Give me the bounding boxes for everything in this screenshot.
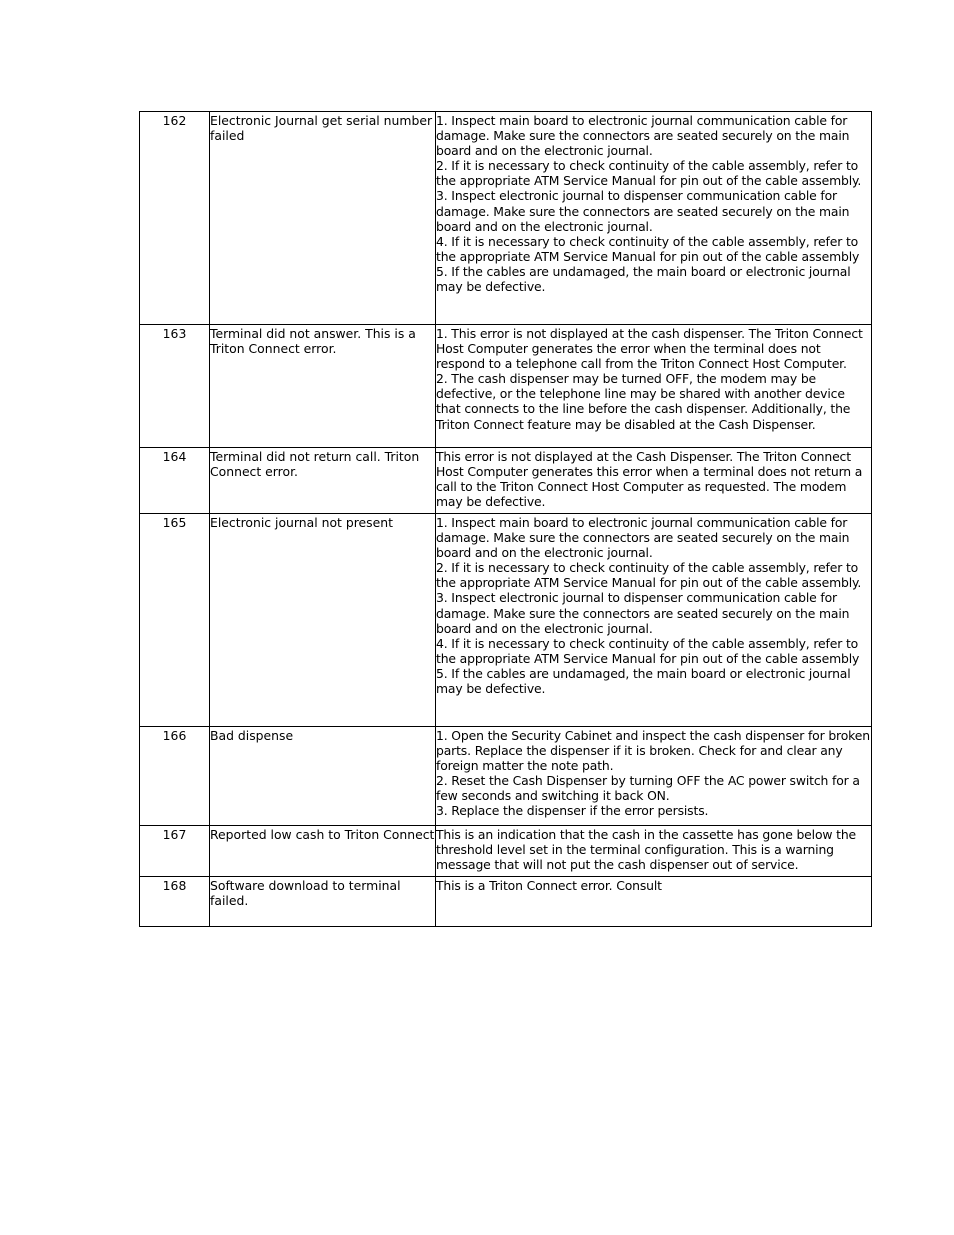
- error-code: 163: [140, 325, 210, 448]
- error-description: Terminal did not answer. This is a Triton Connect error.: [210, 325, 436, 448]
- error-description: Electronic Journal get serial number failed: [210, 112, 436, 325]
- table-row: [140, 448, 872, 514]
- action-step: 2. Reset the Cash Dispenser by turning OFF the AC power switch for a few seconds and switching it back ON.: [436, 773, 860, 804]
- error-code: 162: [140, 112, 210, 325]
- action-step: 4. If it is necessary to check continuity of the cable assembly, refer to the appropriate ATM Service Manual for pin out of the cable assembly: [436, 635, 860, 666]
- error-description: Electronic journal not present: [210, 514, 436, 727]
- corrective-action: [436, 727, 872, 826]
- error-code: 165: [140, 514, 210, 727]
- corrective-action: [436, 514, 872, 727]
- error-description: Terminal did not return call. Triton Connect error.: [210, 448, 436, 514]
- action-step: This is a Triton Connect error. Consult: [436, 878, 662, 893]
- error-description: Bad dispense: [210, 727, 436, 826]
- action-step: 2. If it is necessary to check continuity of the cable assembly, refer to the appropriate ATM Service Manual for pin out of the cable assembly.: [436, 158, 862, 189]
- action-step: 2. If it is necessary to check continuity of the cable assembly, refer to the appropriate ATM Service Manual for pin out of the cable assembly.: [436, 560, 862, 591]
- corrective-action: [436, 877, 872, 927]
- action-step: 5. If the cables are undamaged, the main board or electronic journal may be defective.: [436, 263, 851, 295]
- action-step: 3. Inspect electronic journal to dispenser communication cable for damage. Make sure the connectors are seated securely on the main board and on the electronic journal.: [436, 188, 850, 234]
- table-row: [140, 325, 872, 448]
- corrective-action: [436, 826, 872, 877]
- corrective-action: [436, 448, 872, 514]
- error-code: 168: [140, 877, 210, 927]
- table-row: [140, 112, 872, 325]
- action-step: 1. This error is not displayed at the cash dispenser. The Triton Connect Host Computer generates the error when the terminal does not respond to a telephone call from the Triton Connect Host Computer.: [436, 326, 863, 372]
- action-step: This error is not displayed at the Cash Dispenser. The Triton Connect Host Computer generates this error when a terminal does not return a call to the Triton Connect Host Computer as requested. The modem may be defective.: [436, 449, 863, 510]
- action-step: 3. Inspect electronic journal to dispenser communication cable for damage. Make sure the connectors are seated securely on the main board and on the electronic journal.: [436, 590, 850, 636]
- action-step: 3. Replace the dispenser if the error persists.: [436, 803, 709, 819]
- error-description: Software download to terminal failed.: [210, 877, 436, 927]
- error-code-table: [139, 111, 872, 927]
- table-row: [140, 877, 872, 927]
- table-row: [140, 514, 872, 727]
- action-step: 2. The cash dispenser may be turned OFF, the modem may be defective, or the telephone line may be shared with another device that connects to the line before the cash dispenser. Additionally, the Triton Connect feature may be disabled at the Cash Dispenser.: [436, 371, 851, 432]
- action-step: 4. If it is necessary to check continuity of the cable assembly, refer to the appropriate ATM Service Manual for pin out of the cable assembly: [436, 233, 860, 264]
- table-row: [140, 826, 872, 877]
- corrective-action: [436, 112, 872, 325]
- action-step: This is an indication that the cash in the cassette has gone below the threshold level set in the terminal configuration. This is a warning message that will not put the cash dispenser out of service.: [436, 827, 857, 873]
- table-row: [140, 727, 872, 826]
- error-code: 164: [140, 448, 210, 514]
- error-description: Reported low cash to Triton Connect: [210, 826, 436, 877]
- action-step: 1. Inspect main board to electronic journal communication cable for damage. Make sure the connectors are seated securely on the main board and on the electronic journal.: [436, 515, 850, 561]
- action-step: 5. If the cables are undamaged, the main board or electronic journal may be defective.: [436, 665, 851, 697]
- error-code: 166: [140, 727, 210, 826]
- action-step: 1. Open the Security Cabinet and inspect the cash dispenser for broken parts. Replace the dispenser if it is broken. Check for and clear any foreign matter the note path.: [436, 728, 870, 774]
- action-step: 1. Inspect main board to electronic journal communication cable for damage. Make sure the connectors are seated securely on the main board and on the electronic journal.: [436, 113, 850, 159]
- corrective-action: [436, 325, 872, 448]
- error-code: 167: [140, 826, 210, 877]
